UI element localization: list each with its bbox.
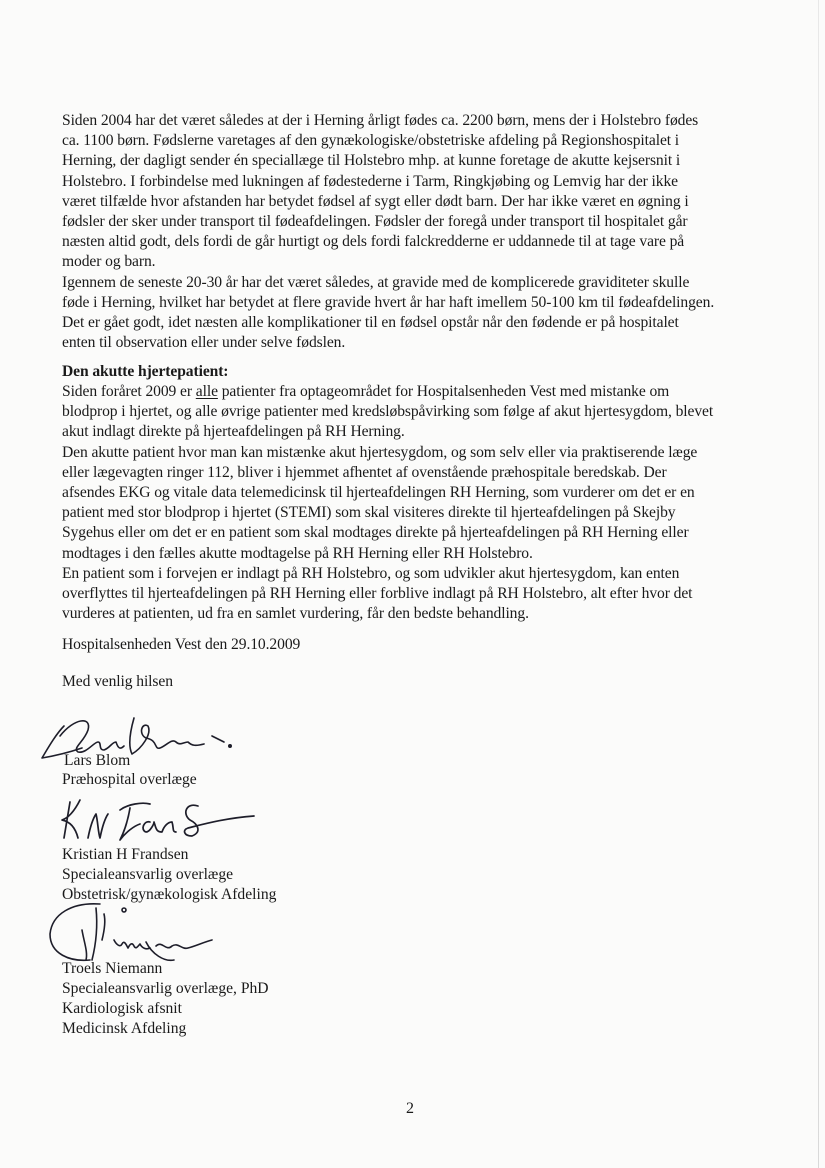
text-line: patient med stor blodprop i hjertet (STEMI) som skal visiteres direkte til hjerteafdelingen på Skejby (62, 504, 676, 522)
page-number: 2 (406, 1100, 414, 1117)
signatory-name: Lars Blom (64, 752, 131, 769)
text-line: blodprop i hjertet, og alle øvrige patienter med kredsløbspåvirking som følge af akut hjertesygdom, blevet (62, 403, 714, 421)
signatory-name: Kristian H Frandsen (62, 846, 189, 863)
text-line: Det er gået godt, idet næsten alle komplikationer til en fødsel opstår når den fødende er på hospitalet (62, 314, 679, 332)
signatory-title: Specialeansvarlig overlæge (62, 866, 234, 883)
text-line: føde i Herning, hvilket har betydet at flere gravide hvert år har haft imellem 50-100 km til fødeafdelingen. (62, 293, 715, 311)
signatory-name: Troels Niemann (62, 960, 163, 977)
section-heading: Den akutte hjertepatient: (62, 363, 229, 380)
signatory-title: Specialeansvarlig overlæge, PhD (62, 980, 269, 997)
text-line: En patient som i forvejen er indlagt på RH Holstebro, og som udvikler akut hjertesygdom, kan enten (62, 564, 680, 582)
text-line: enten til observation eller under selve fødslen. (62, 334, 346, 352)
signature-image-kristian-frandsen (58, 792, 258, 844)
text-line: eller lægevagten ringer 112, bliver i hjemmet afhentet af ovenstående præhospitale beredskab. Der (62, 463, 667, 481)
text-fragment: Siden foråret 2009 er (62, 383, 196, 400)
text-line: ca. 1100 børn. Fødslerne varetages af den gynækologiske/obstetriske afdeling på Regionshospitalet i (62, 132, 680, 150)
text-line: Siden 2004 har det været således at der i Herning årligt fødes ca. 2200 børn, mens der i Holstebro fødes (62, 112, 699, 129)
greeting: Med venlig hilsen (62, 673, 173, 690)
text-line: overflyttes til hjerteafdelingen på RH Herning eller forblive indlagt på RH Holstebro, alt efter hvor det (62, 585, 693, 603)
signatory-title: Præhospital overlæge (62, 771, 197, 788)
text-line: Holstebro. I forbindelse med lukningen af fødestederne i Tarm, Ringkjøbing og Lemvig har der ikke (62, 172, 678, 190)
signatory-department: Medicinsk Afdeling (62, 1020, 187, 1037)
underlined-word: alle (195, 383, 218, 400)
text-line: modtages i den fælles akutte modtagelse på RH Herning eller RH Holstebro. (62, 544, 533, 562)
text-line: moder og barn. (62, 253, 156, 271)
text-line: Igennem de seneste 20-30 år har det været således, at gravide med de komplicerede graviditeter skulle (62, 273, 690, 291)
signatory-department: Kardiologisk afsnit (62, 1000, 182, 1017)
text-fragment: patienter fra optageområdet for Hospitalsenheden Vest med mistanke om (217, 383, 670, 400)
text-line: Sygehus eller om det er en patient som skal modtages direkte på hjerteafdelingen på RH Herning eller (62, 524, 689, 542)
cardiac-paragraph (62, 382, 774, 624)
text-line: fødsler der sker under transport til fødeafdelingen. Fødsler der foregå under transport til hospitalet går (62, 213, 688, 231)
intro-paragraph (62, 111, 774, 353)
text-line: afsendes EKG og vitale data telemedicinsk til hjerteafdelingen RH Herning, som vurderer om det er en (62, 484, 695, 502)
text-line: akut indlagt direkte på hjerteafdelingen på RH Herning. (62, 423, 405, 441)
text-line: Den akutte patient hvor man kan mistænke akut hjertesygdom, og som selv eller via praktiserende læge (62, 443, 698, 461)
text-line: været tilfælde hvor afstanden har betydet fødsel af sygt eller dødt barn. Der har ikke været en øgning i (62, 192, 689, 210)
text-line: vurderes at patienten, ud fra en samlet vurdering, får den bedste behandling. (62, 605, 529, 623)
text-line: næsten altid godt, dels fordi de går hurtigt og dels fordi falckredderne er uddannede til at tage vare på (62, 233, 685, 251)
scan-edge-line (818, 0, 819, 1168)
text-line: Herning, der dagligt sender én speciallæge til Holstebro mhp. at kunne foretage de akutte kejsersnit i (62, 152, 681, 170)
place-date: Hospitalsenheden Vest den 29.10.2009 (62, 636, 301, 653)
signatory-department: Obstetrisk/gynækologisk Afdeling (62, 886, 277, 903)
text-line (62, 382, 774, 402)
